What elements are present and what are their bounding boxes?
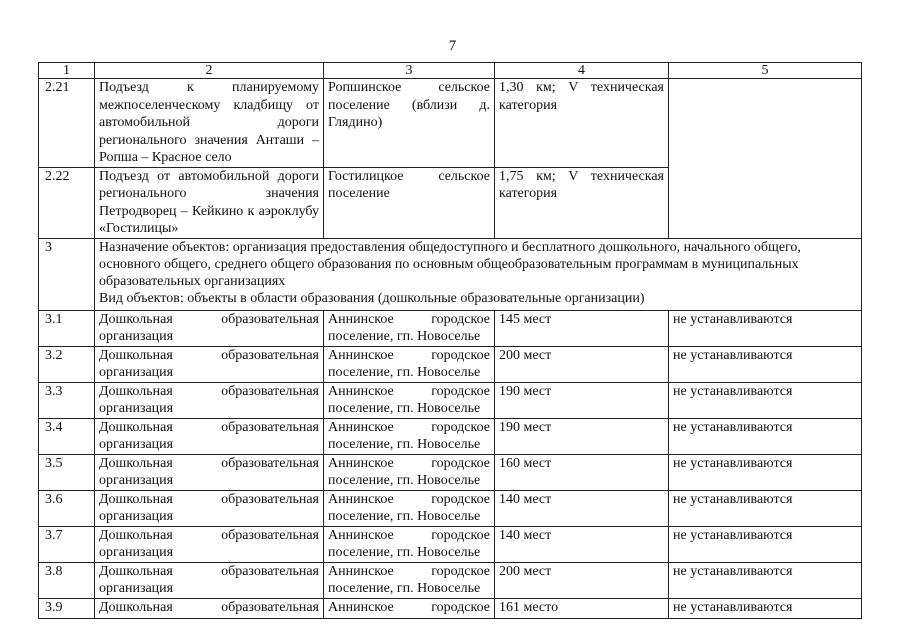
object-parameters: 200 мест [495,562,669,598]
object-zone: не устанавливаются [669,346,862,382]
object-zone [669,79,862,239]
row-number: 3.2 [39,346,95,382]
column-header: 3 [324,63,495,79]
object-location: Аннинское городское поселение, гп. Новоселье [324,346,495,382]
table-row [39,382,862,418]
object-zone: не устанавливаются [669,562,862,598]
object-name: Дошкольная образовательная организация [95,310,324,346]
object-zone: не устанавливаются [669,526,862,562]
category-row [39,238,862,310]
category-description [95,238,862,310]
object-location: Аннинское городское поселение, гп. Новоселье [324,310,495,346]
page-number: 7 [448,38,457,54]
column-header: 4 [495,63,669,79]
row-number: 2.21 [39,79,95,168]
object-zone: не устанавливаются [669,310,862,346]
object-parameters: 140 мест [495,490,669,526]
object-location: Аннинское городское поселение, гп. Новоселье [324,526,495,562]
object-location: Аннинское городское поселение, гп. Новоселье [324,562,495,598]
object-name: Дошкольная образовательная организация [95,346,324,382]
object-name: Дошкольная образовательная [95,598,324,618]
object-location: Гостилицкое сельское поселение [324,167,495,238]
object-location: Ропшинское сельское поселение (вблизи д. Глядино) [324,79,495,168]
row-number: 3.9 [39,598,95,618]
object-parameters: 140 мест [495,526,669,562]
row-number: 3.6 [39,490,95,526]
row-number: 3.4 [39,418,95,454]
objects-table [38,62,862,619]
object-zone: не устанавливаются [669,382,862,418]
category-kind: Вид объектов: объекты в области образования (дошкольные образовательные организации) [99,290,645,306]
table-row [39,454,862,490]
object-parameters: 200 мест [495,346,669,382]
object-name: Дошкольная образовательная организация [95,418,324,454]
row-number: 3.7 [39,526,95,562]
object-name: Дошкольная образовательная организация [95,526,324,562]
column-header: 2 [95,63,324,79]
object-name: Дошкольная образовательная организация [95,382,324,418]
row-number: 3.8 [39,562,95,598]
row-number: 3.5 [39,454,95,490]
object-name: Дошкольная образовательная организация [95,454,324,490]
object-name: Подъезд от автомобильной дороги регионального значения Петродворец – Кейкино к аэроклубу «Гостилицы» [95,167,324,238]
row-number: 3.1 [39,310,95,346]
object-location: Аннинское городское поселение, гп. Новоселье [324,382,495,418]
table-row [39,79,862,168]
object-zone: не устанавливаются [669,454,862,490]
object-parameters: 1,30 км; V техническая категория [495,79,669,168]
object-location: Аннинское городское поселение, гп. Новоселье [324,490,495,526]
table-row [39,562,862,598]
object-zone: не устанавливаются [669,598,862,618]
object-parameters: 161 место [495,598,669,618]
row-number: 3.3 [39,382,95,418]
table-row [39,418,862,454]
object-location: Аннинское городское поселение, гп. Новоселье [324,418,495,454]
table-row [39,346,862,382]
table-row [39,598,862,618]
object-zone: не устанавливаются [669,490,862,526]
table-row [39,490,862,526]
category-purpose: Назначение объектов: организация предоставления общедоступного и бесплатного дошкольного, начального общего, основного общего, среднего общего образования по основным общеобразовательным программам в муниципальных образовательных организациях [99,239,801,289]
table-row [39,526,862,562]
table-header-row [39,63,862,79]
row-number: 2.22 [39,167,95,238]
column-header: 1 [39,63,95,79]
object-parameters: 1,75 км; V техническая категория [495,167,669,238]
object-zone: не устанавливаются [669,418,862,454]
object-name: Дошкольная образовательная организация [95,562,324,598]
object-parameters: 145 мест [495,310,669,346]
object-location: Аннинское городское [324,598,495,618]
object-location: Аннинское городское поселение, гп. Новоселье [324,454,495,490]
object-parameters: 190 мест [495,382,669,418]
object-parameters: 160 мест [495,454,669,490]
column-header: 5 [669,63,862,79]
object-name: Дошкольная образовательная организация [95,490,324,526]
row-number: 3 [39,238,95,310]
object-parameters: 190 мест [495,418,669,454]
object-name: Подъезд к планируемому межпоселенческому кладбищу от автомобильной дороги регионального значения Анташи – Ропша – Красное село [95,79,324,168]
table-row [39,310,862,346]
